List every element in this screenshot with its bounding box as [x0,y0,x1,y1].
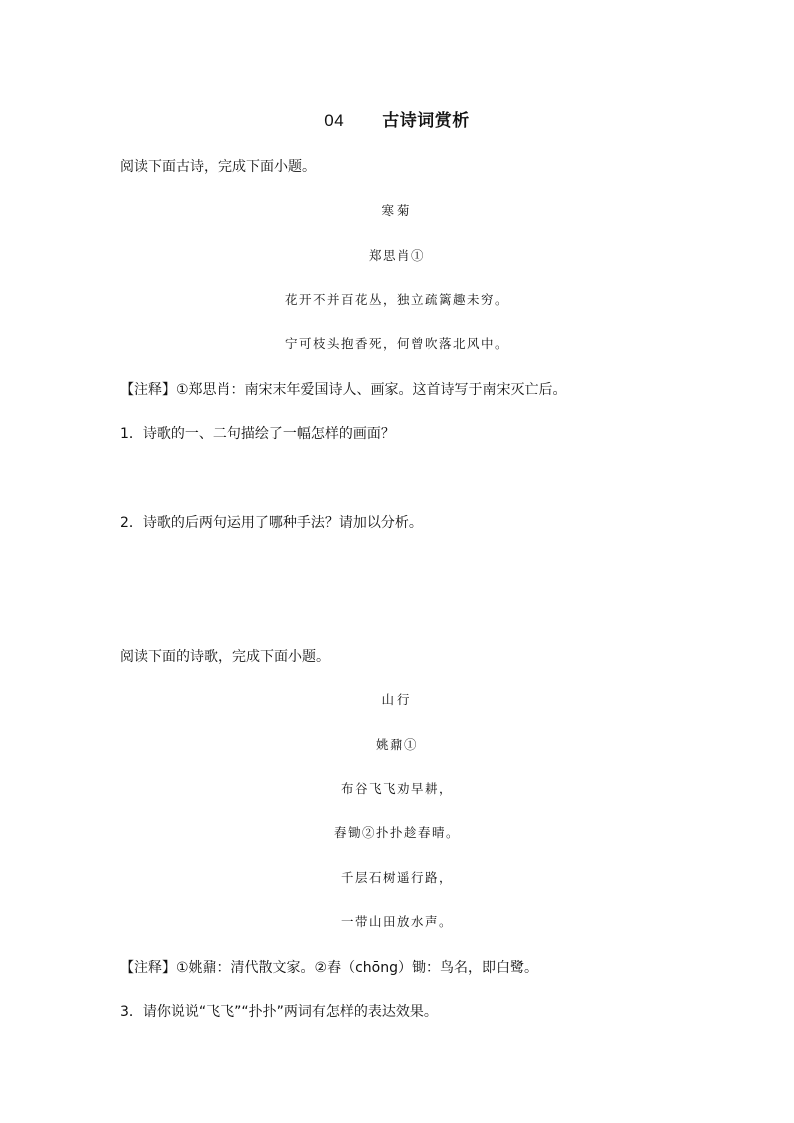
section-number: 04 [324,111,345,130]
note-1: 【注释】①郑思肖：南宋末年爱国诗人、画家。这首诗写于南宋灭亡后。 [120,382,567,398]
poem-author-1: 郑思肖① [368,248,425,263]
poem-author-2: 姚鼐① [375,737,418,752]
poem-line-2-1: 布谷飞飞劝早耕， [340,781,453,796]
instruction-2: 阅读下面的诗歌，完成下面小题。 [120,649,330,665]
poem-title-1: 寒菊 [381,203,413,218]
poem-line-1-1: 花开不并百花丛，独立疏篱趣未穷。 [284,292,509,307]
poem-line-2-2: 舂锄②扑扑趁春晴。 [333,825,460,840]
question-1: 1．诗歌的一、二句描绘了一幅怎样的画面？ [120,426,395,442]
poem-line-1-2: 宁可枝头抱香死，何曾吹落北风中。 [284,336,509,351]
section-heading: 古诗词赏析 [382,111,470,131]
poem-line-2-4: 一带山田放水声。 [340,914,453,929]
question-3: 3．请你说说“飞飞”“扑扑”两词有怎样的表达效果。 [120,1004,438,1020]
poem-line-2-3: 千层石树遥行路， [340,870,453,885]
note-2: 【注释】①姚鼐：清代散文家。②舂（chōng）锄：鸟名，即白鹭。 [120,960,538,976]
instruction-1: 阅读下面古诗，完成下面小题。 [120,159,316,175]
question-2: 2．诗歌的后两句运用了哪种手法？请加以分析。 [120,515,423,531]
page-title [0,106,794,131]
poem-title-2: 山行 [381,692,413,707]
